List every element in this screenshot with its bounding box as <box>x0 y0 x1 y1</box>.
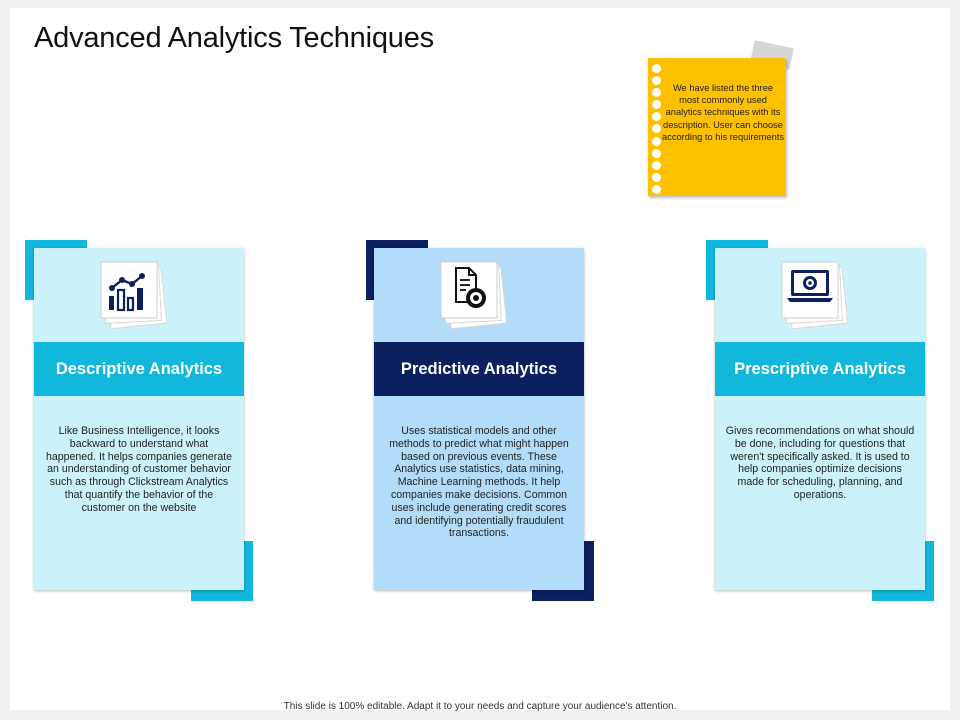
note-binding-holes <box>652 64 662 194</box>
note-text: We have listed the three most commonly used analytics techniques with its description. User can choose according to his requirements <box>662 83 784 142</box>
bar-line-chart-icon <box>96 254 176 334</box>
card-label-descriptive: Descriptive Analytics <box>34 342 244 396</box>
card-prescriptive <box>715 248 925 590</box>
sticky-note <box>648 58 786 196</box>
card-description-prescriptive: Gives recommendations on what should be done, including for questions that weren't specifically asked. It is used to help companies optimize decisions made for scheduling, planning, and operations. <box>725 425 915 501</box>
document-gear-icon <box>436 254 516 334</box>
card-label-prescriptive: Prescriptive Analytics <box>715 342 925 396</box>
card-description-descriptive: Like Business Intelligence, it looks backward to understand what happened. It helps companies generate an understanding of customer behavior such as through Clickstream Analytics that quantify the behavior of the customer on the website <box>45 425 233 514</box>
card-predictive <box>374 248 584 590</box>
card-descriptive <box>34 248 244 590</box>
page-title: Advanced Analytics Techniques <box>34 22 434 54</box>
laptop-target-icon <box>777 254 857 334</box>
card-description-predictive: Uses statistical models and other methods to predict what might happen based on previous events. These Analytics use statistics, data mining, Machine Learning methods. It help companies make decisions. Common uses include generating credit scores and identifying potentially fraudulent transactions. <box>389 425 569 540</box>
footer-text: This slide is 100% editable. Adapt it to your needs and capture your audience's attention. <box>283 701 677 712</box>
card-label-predictive: Predictive Analytics <box>374 342 584 396</box>
